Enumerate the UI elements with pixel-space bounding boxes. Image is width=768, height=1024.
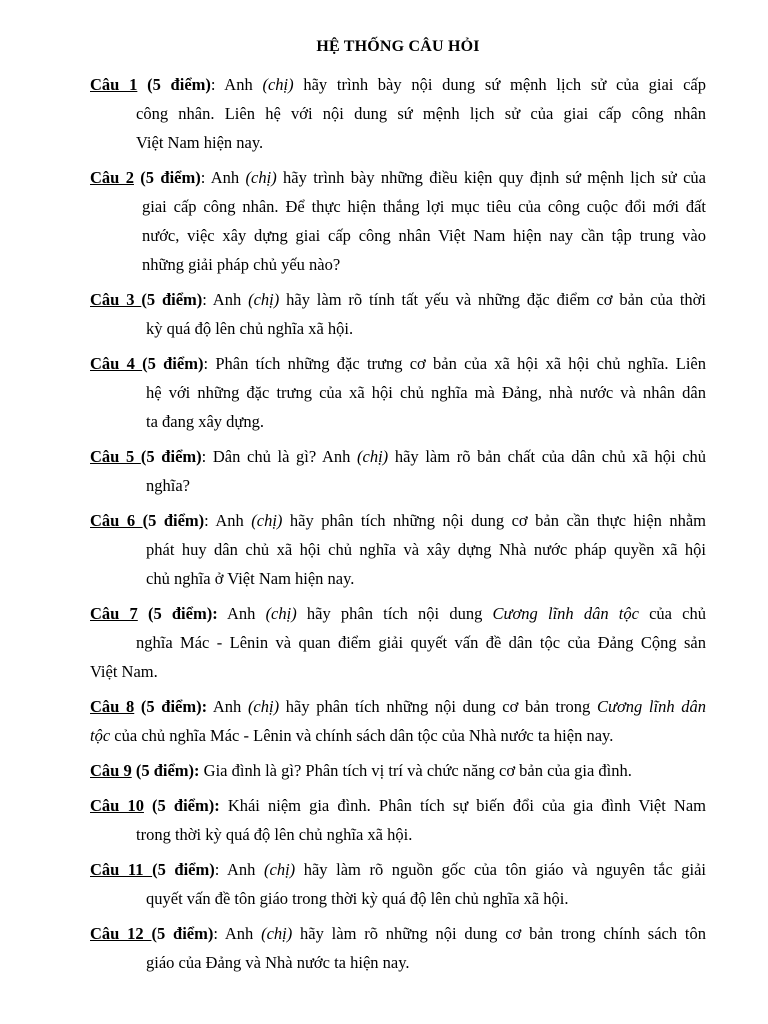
question-line: quyết vấn đề tôn giáo trong thời kỳ quá độ lên chủ nghĩa xã hội. [146,889,569,908]
question-2 [90,163,706,279]
question-line: phát huy dân chủ xã hội chủ nghĩa và xây dựng Nhà nước pháp quyền xã hội [146,540,706,559]
question-points: (5 điểm): [134,697,208,716]
question-points: (5 điểm) [140,447,202,466]
question-number: Câu 10 [90,796,144,815]
question-11 [90,855,706,913]
question-4 [90,349,706,436]
question-points: (5 điểm) [137,75,211,94]
question-text: Anh (chị) hãy phân tích nội dung Cương lĩnh dân tộc của chủ [217,604,706,623]
question-line: chủ nghĩa ở Việt Nam hiện nay. [146,569,355,588]
question-line [90,349,706,378]
question-line: tộc của chủ nghĩa Mác - Lênin và chính sách dân tộc của Nhà nước ta hiện nay. [90,726,614,745]
question-line: những giải pháp chủ yếu nào? [142,255,341,274]
question-number: Câu 11 [90,860,153,879]
question-text: Anh (chị) hãy phân tích những nội dung cơ bản trong Cương lĩnh dân [207,697,706,716]
question-points: (5 điểm) [152,860,215,879]
question-line [90,163,706,192]
question-line [90,442,706,471]
question-points: (5 điểm) [142,354,204,373]
question-line: công nhân. Liên hệ với nội dung sứ mệnh lịch sử của giai cấp công nhân [136,104,706,123]
question-number: Câu 4 [90,354,143,373]
question-number: Câu 9 [90,761,132,780]
question-text: : Anh (chị) hãy làm rõ tính tất yếu và những đặc điểm cơ bản của thời [202,290,706,309]
question-line [90,285,706,314]
question-line [90,855,706,884]
question-text: : Anh (chị) hãy làm rõ nguồn gốc của tôn giáo và nguyên tắc giải [214,860,706,879]
question-line [90,919,706,948]
question-number: Câu 12 [90,924,152,943]
question-line: kỳ quá độ lên chủ nghĩa xã hội. [146,319,354,338]
question-number: Câu 1 [90,75,138,94]
question-3 [90,285,706,343]
question-line [90,506,706,535]
question-number: Câu 8 [90,697,135,716]
question-9 [90,756,706,785]
question-number: Câu 3 [90,290,142,309]
question-number: Câu 5 [90,447,141,466]
question-text: Gia đình là gì? Phân tích vị trí và chức năng cơ bản của gia đình. [199,761,632,780]
question-8 [90,692,706,750]
question-7 [90,599,706,686]
question-text: : Anh (chị) hãy trình bày nội dung sứ mệnh lịch sử của giai cấp [210,75,707,94]
question-number: Câu 7 [90,604,138,623]
question-text: Khái niệm gia đình. Phân tích sự biến đổi của gia đình Việt Nam [219,796,706,815]
question-number: Câu 2 [90,168,134,187]
question-points: (5 điểm) [133,168,201,187]
question-points: (5 điểm) [142,511,205,530]
question-line: trong thời kỳ quá độ lên chủ nghĩa xã hội. [136,825,413,844]
question-line: giai cấp công nhân. Để thực hiện thắng lợi mục tiêu của công cuộc đổi mới đất [142,197,706,216]
question-points: (5 điểm) [151,924,214,943]
question-line: nghĩa? [146,476,190,495]
question-text: : Dân chủ là gì? Anh (chị) hãy làm rõ bản chất của dân chủ xã hội chủ [201,447,707,466]
question-text: : Anh (chị) hãy trình bày những điều kiện quy định sứ mệnh lịch sử của [200,168,706,187]
question-line: ta đang xây dựng. [146,412,264,431]
question-line: nghĩa Mác - Lênin và quan điểm giải quyết vấn đề dân tộc của Đảng Cộng sản [136,633,706,652]
question-1 [90,70,706,157]
question-6 [90,506,706,593]
question-line: giáo của Đảng và Nhà nước ta hiện nay. [146,953,410,972]
question-line [90,692,706,721]
question-line: nước, việc xây dựng giai cấp công nhân Việt Nam hiện nay cần tập trung vào [142,226,706,245]
question-number: Câu 6 [90,511,143,530]
question-text: : Anh (chị) hãy làm rõ những nội dung cơ bản trong chính sách tôn [213,924,707,943]
question-line: Việt Nam. [90,662,158,681]
question-5 [90,442,706,500]
question-line [90,599,706,628]
question-points: (5 điểm): [137,604,218,623]
question-line [90,791,706,820]
question-text: : Phân tích những đặc trưng cơ bản của xã hội xã hội chủ nghĩa. Liên [203,354,707,373]
document-title: HỆ THỐNG CÂU HỎI [316,38,480,55]
question-line [90,756,706,785]
question-12 [90,919,706,977]
question-points: (5 điểm) [141,290,203,309]
question-10 [90,791,706,849]
question-points: (5 điểm): [131,761,200,780]
question-line: hệ với những đặc trưng của xã hội chủ nghĩa mà Đảng, nhà nước và nhân dân [146,383,706,402]
question-line: Việt Nam hiện nay. [136,133,264,152]
question-text: : Anh (chị) hãy phân tích những nội dung cơ bản cần thực hiện nhằm [204,511,707,530]
question-points: (5 điểm): [143,796,220,815]
question-line [90,70,706,99]
